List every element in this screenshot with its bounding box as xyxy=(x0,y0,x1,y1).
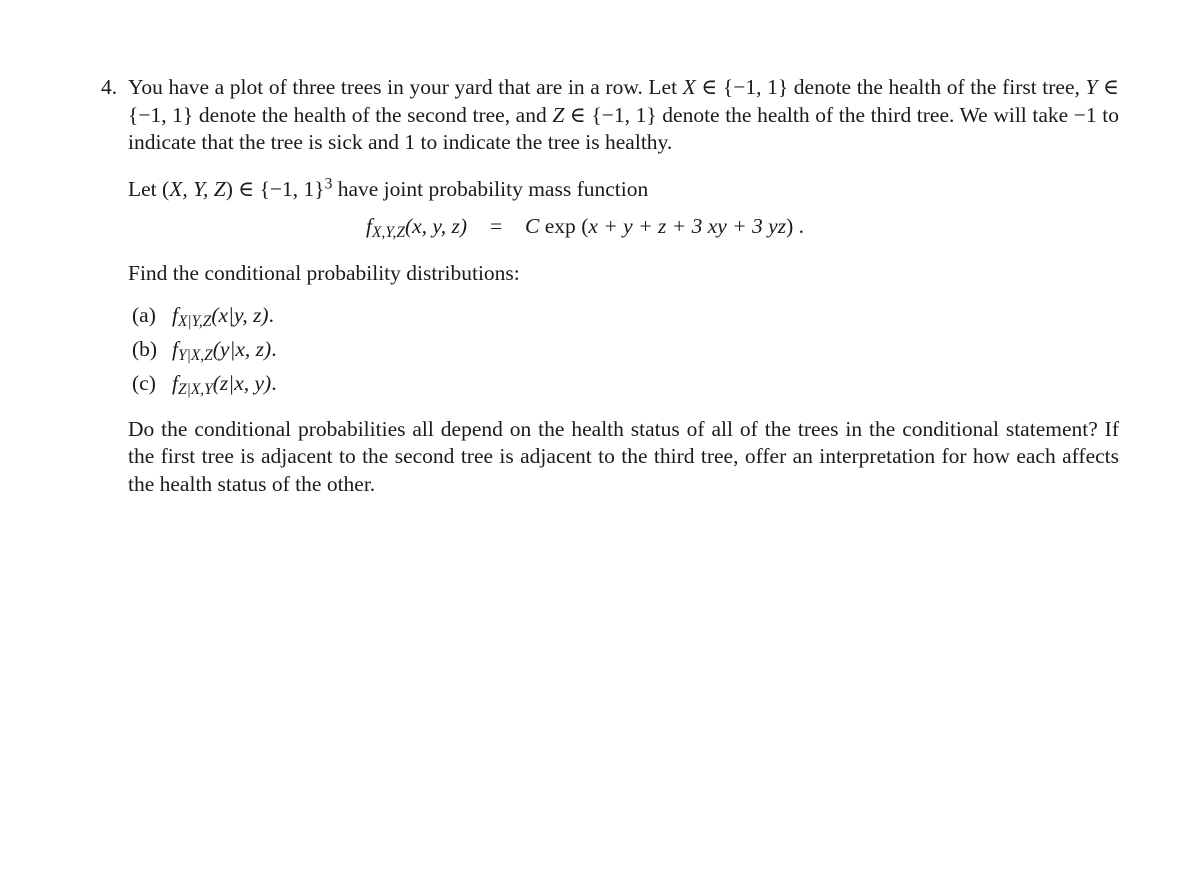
eq-f-subscript: X,Y,Z xyxy=(371,224,405,242)
parts-list xyxy=(128,298,1119,400)
find-paragraph: Find the conditional probability distributions: xyxy=(128,260,520,285)
part-args: (x|y, z) xyxy=(211,302,269,327)
let-paragraph xyxy=(128,176,1119,204)
part-f: f xyxy=(172,370,178,395)
part-subscript: X|Y,Z xyxy=(177,312,212,330)
eq-close: ) . xyxy=(786,214,805,239)
intro-paragraph xyxy=(128,74,1119,157)
part-args: (z|x, y) xyxy=(212,370,272,395)
part-label: (b) xyxy=(132,336,158,361)
intro-text-4: denote the health of the third tree. We will take −1 to indicate that the tree is sick and 1 to indicate the tree is healthy. xyxy=(128,102,1120,155)
part-expression xyxy=(172,298,274,332)
intro-text-2: denote the health of the first tree, xyxy=(793,75,1086,99)
part-end: . xyxy=(268,302,274,327)
eq-constant: C xyxy=(525,214,540,239)
intro-text-3: denote the health of the second tree, and xyxy=(198,102,553,127)
part-f: f xyxy=(172,302,178,327)
set-2: ∈ {−1, 1} xyxy=(128,75,1119,127)
part-subscript: Z|X,Y xyxy=(177,380,213,398)
eq-exp: exp xyxy=(539,214,582,239)
problem-4 xyxy=(101,74,1119,498)
let-vars: X, Y, Z xyxy=(169,176,226,201)
part-expression xyxy=(172,332,277,366)
part-args: (y|x, z) xyxy=(212,336,272,361)
var-y: Y xyxy=(1085,75,1098,99)
pmf-equation xyxy=(128,213,1119,241)
intro-text-1: You have a plot of three trees in your yard that are in a row. Let xyxy=(128,75,683,99)
eq-body: x + y + z + 3 xy + 3 yz xyxy=(588,214,787,239)
problem-row xyxy=(101,74,1119,498)
let-text-2: ) ∈ {−1, 1} xyxy=(225,176,325,201)
part-a xyxy=(132,298,1119,332)
set-1: ∈ {−1, 1} xyxy=(695,75,794,99)
problem-body xyxy=(128,74,1119,498)
eq-equals: = xyxy=(489,214,503,239)
eq-f: f xyxy=(366,214,372,239)
part-c xyxy=(132,366,1119,400)
eq-args: (x, y, z) xyxy=(404,214,468,239)
let-text-3: have joint probability mass function xyxy=(332,176,649,201)
part-f: f xyxy=(172,336,178,361)
part-expression xyxy=(172,366,277,400)
var-x: X xyxy=(682,75,696,99)
part-end: . xyxy=(271,370,277,395)
part-label: (c) xyxy=(132,370,156,395)
part-end: . xyxy=(271,336,277,361)
let-exponent: 3 xyxy=(324,175,333,193)
eq-open: ( xyxy=(581,214,589,239)
let-text-1: Let ( xyxy=(128,176,170,201)
closing-paragraph: Do the conditional probabilities all depend on the health status of all of the trees in the conditional statement? If the first tree is adjacent to the second tree is adjacent to the third tree, offer an interpretation for how each affects the health status of the other. xyxy=(128,416,1119,496)
part-b xyxy=(132,332,1119,366)
set-3: ∈ {−1, 1} xyxy=(564,102,663,127)
var-z: Z xyxy=(552,102,565,127)
problem-number: 4. xyxy=(101,75,118,99)
part-label: (a) xyxy=(132,302,156,327)
part-subscript: Y|X,Z xyxy=(177,346,213,364)
